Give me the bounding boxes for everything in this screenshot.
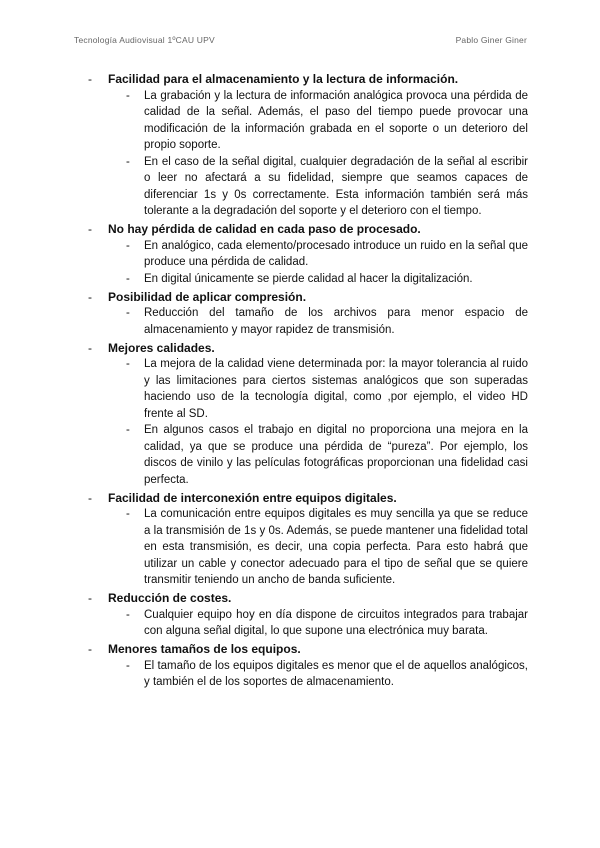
list-item: - En algunos casos el trabajo en digital no proporciona una mejora en la calidad, ya que se produce una pérdida de “pureza”. Por ejemplo, los discos de vinilo y las películas fotográficas proporcionan una fidelidad casi perfecta.: [144, 422, 528, 488]
list-item: - El tamaño de los equipos digitales es menor que el de aquellos analógicos, y también el de los soportes de almacenamiento.: [144, 658, 528, 691]
document-body: [88, 71, 528, 692]
sub-list: [88, 506, 528, 589]
list-item: - La mejora de la calidad viene determinada por: la mayor tolerancia al ruido y las limitaciones para ciertos sistemas analógicos que son superadas haciendo uso de la tecnología digital, como ,por ejemplo, el video HD frente al SD.: [144, 356, 528, 422]
sub-list: [88, 305, 528, 338]
section-title: - Reducción de costes.: [88, 590, 528, 607]
sub-list: [88, 88, 528, 220]
section-title: - Facilidad de interconexión entre equipos digitales.: [88, 490, 528, 507]
list-item: - Reducción del tamaño de los archivos para menor espacio de almacenamiento y mayor rapidez de transmisión.: [144, 305, 528, 338]
list-item: - Cualquier equipo hoy en día dispone de circuitos integrados para trabajar con alguna señal digital, lo que supone una electrónica muy barata.: [144, 607, 528, 640]
section-title: - Menores tamaños de los equipos.: [88, 641, 528, 658]
sub-list: [88, 356, 528, 488]
section-storage: [88, 71, 528, 220]
section-interconnection: [88, 490, 528, 589]
header-author: Pablo Giner Giner: [455, 35, 527, 45]
section-title: - Mejores calidades.: [88, 340, 528, 357]
list-item: - En digital únicamente se pierde calidad al hacer la digitalización.: [144, 271, 528, 288]
header-course: Tecnología Audiovisual 1ºCAU UPV: [74, 35, 215, 45]
page-header: [74, 35, 527, 45]
section-cost-reduction: [88, 590, 528, 640]
section-smaller-equipment: [88, 641, 528, 691]
list-item: - La grabación y la lectura de información analógica provoca una pérdida de calidad de la señal. Además, el paso del tiempo puede provocar una modificación de la información grabada en el soporte o un deterioro del propio soporte.: [144, 88, 528, 154]
list-item: - En el caso de la señal digital, cualquier degradación de la señal al escribir o leer no afectará a su fidelidad, siempre que seamos capaces de diferenciar 1s y 0s correctamente. Esta información también será más tolerante a la degradación del soporte y el deterioro con el tiempo.: [144, 154, 528, 220]
section-no-quality-loss: [88, 221, 528, 287]
section-title: - Posibilidad de aplicar compresión.: [88, 289, 528, 306]
sub-list: [88, 607, 528, 640]
sub-list: [88, 238, 528, 288]
list-item: - En analógico, cada elemento/procesado introduce un ruido en la señal que produce una pérdida de calidad.: [144, 238, 528, 271]
section-compression: [88, 289, 528, 339]
sub-list: [88, 658, 528, 691]
section-title: - Facilidad para el almacenamiento y la lectura de información.: [88, 71, 528, 88]
section-better-quality: [88, 340, 528, 489]
list-item: - La comunicación entre equipos digitales es muy sencilla ya que se reduce a la transmisión de 1s y 0s. Además, se puede mantener una fidelidad total en esta transmisión, es decir, una copia perfecta. Para esto habrá que utilizar un cable y conector adecuado para el tipo de señal que se quiere transmitir teniendo un ancho de banda suficiente.: [144, 506, 528, 589]
section-title: - No hay pérdida de calidad en cada paso de procesado.: [88, 221, 528, 238]
